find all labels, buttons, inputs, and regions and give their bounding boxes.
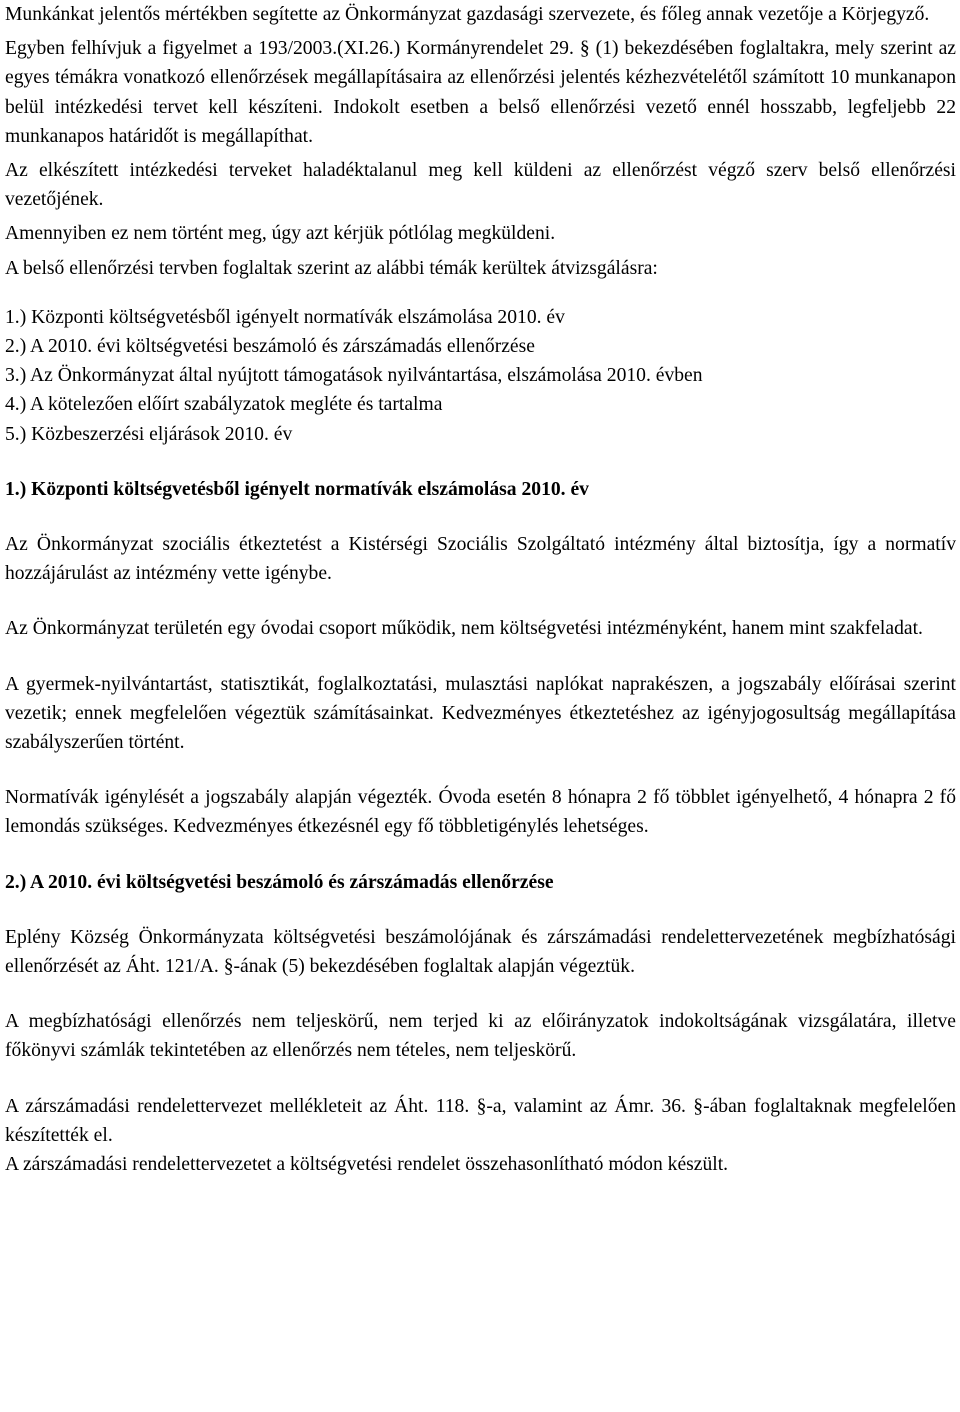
list-item: 3.) Az Önkormányzat által nyújtott támogatások nyilvántartása, elszámolása 2010. évben <box>5 365 703 387</box>
topics-list <box>5 303 956 449</box>
list-item: 2.) A 2010. évi költségvetési beszámoló és zárszámadás ellenőrzése <box>5 336 535 358</box>
section2-heading: 2.) A 2010. évi költségvetési beszámoló és zárszámadás ellenőrzése <box>5 871 554 893</box>
action-plan-paragraph: Az elkészített intézkedési terveket haladéktalanul meg kell küldeni az ellenőrzést végző szerv belső ellenőrzési vezetőjének. <box>5 160 956 211</box>
section2-paragraph: A zárszámadási rendelettervezet mellékleteit az Áht. 118. §-a, valamint az Ámr. 36. §-ában foglaltaknak megfelelően készítették el. <box>5 1095 956 1146</box>
section1-paragraph: A gyermek-nyilvántartást, statisztikát, foglalkoztatási, mulasztási naplókat naprakészen, a jogszabály előírásai szerint vezetik; ennek megfelelően végeztük számításainkat. Kedvezményes étkeztetéshez az igényjogosultság megállapítása szabályszerűen történt. <box>5 673 956 754</box>
list-item: 1.) Központi költségvetésből igényelt normatívák elszámolása 2010. év <box>5 306 565 328</box>
list-item: 5.) Közbeszerzési eljárások 2010. év <box>5 423 293 445</box>
section1-paragraph: Az Önkormányzat szociális étkeztetést a Kistérségi Szociális Szolgáltató intézmény által biztosítja, így a normatív hozzájárulást az intézmény vette igénybe. <box>5 534 956 585</box>
request-paragraph: Amennyiben ez nem történt meg, úgy azt kérjük pótlólag megküldeni. <box>5 223 556 245</box>
document-page <box>5 0 956 1179</box>
section2-paragraph: A zárszámadási rendelettervezetet a költségvetési rendelet összehasonlítható módon készült. <box>5 1154 729 1176</box>
section2-paragraph: Eplény Község Önkormányzata költségvetési beszámolójának és zárszámadási rendelettervezetének megbízhatósági ellenőrzését az Áht. 121/A. §-ának (5) bekezdésében foglaltak alapján végeztük. <box>5 926 956 978</box>
intro-paragraph: Munkánkat jelentős mértékben segítette az Önkormányzat gazdasági szervezete, és főleg annak vezetője a Körjegyző. <box>5 4 930 25</box>
section1-heading: 1.) Központi költségvetésből igényelt normatívák elszámolása 2010. év <box>5 478 589 500</box>
section2-paragraph: A megbízhatósági ellenőrzés nem teljeskörű, nem terjed ki az előirányzatok indokoltságának vizsgálatára, illetve főkönyvi számlák tekintetében az ellenőrzés nem tételes, nem teljeskörű. <box>5 1011 956 1062</box>
regulation-paragraph: Egyben felhívjuk a figyelmet a 193/2003.(XI.26.) Kormányrendelet 29. § (1) bekezdésében foglaltakra, mely szerint az egyes témákra vonatkozó ellenőrzések megállapításaira az ellenőrzési jelentés kézhezvételétől számított 10 munkanapon belül intézkedési tervet kell készíteni. Indokolt esetben a belső ellenőrzési vezető ennél hosszabb, legfeljebb 22 munkanapos határidőt is megállapíthat. <box>5 38 956 147</box>
topics-intro-paragraph: A belső ellenőrzési tervben foglaltak szerint az alábbi témák kerültek átvizsgálásra: <box>5 257 658 279</box>
section1-paragraph: Az Önkormányzat területén egy óvodai csoport működik, nem költségvetési intézményként, hanem mint szakfeladat. <box>5 618 923 640</box>
list-item: 4.) A kötelezően előírt szabályzatok megléte és tartalma <box>5 394 443 416</box>
section1-paragraph: Normatívák igénylését a jogszabály alapján végezték. Óvoda esetén 8 hónapra 2 fő többlet igényelhető, 4 hónapra 2 fő lemondás szükséges. Kedvezményes étkezésnél egy fő többletigénylés lehetséges. <box>5 787 956 838</box>
